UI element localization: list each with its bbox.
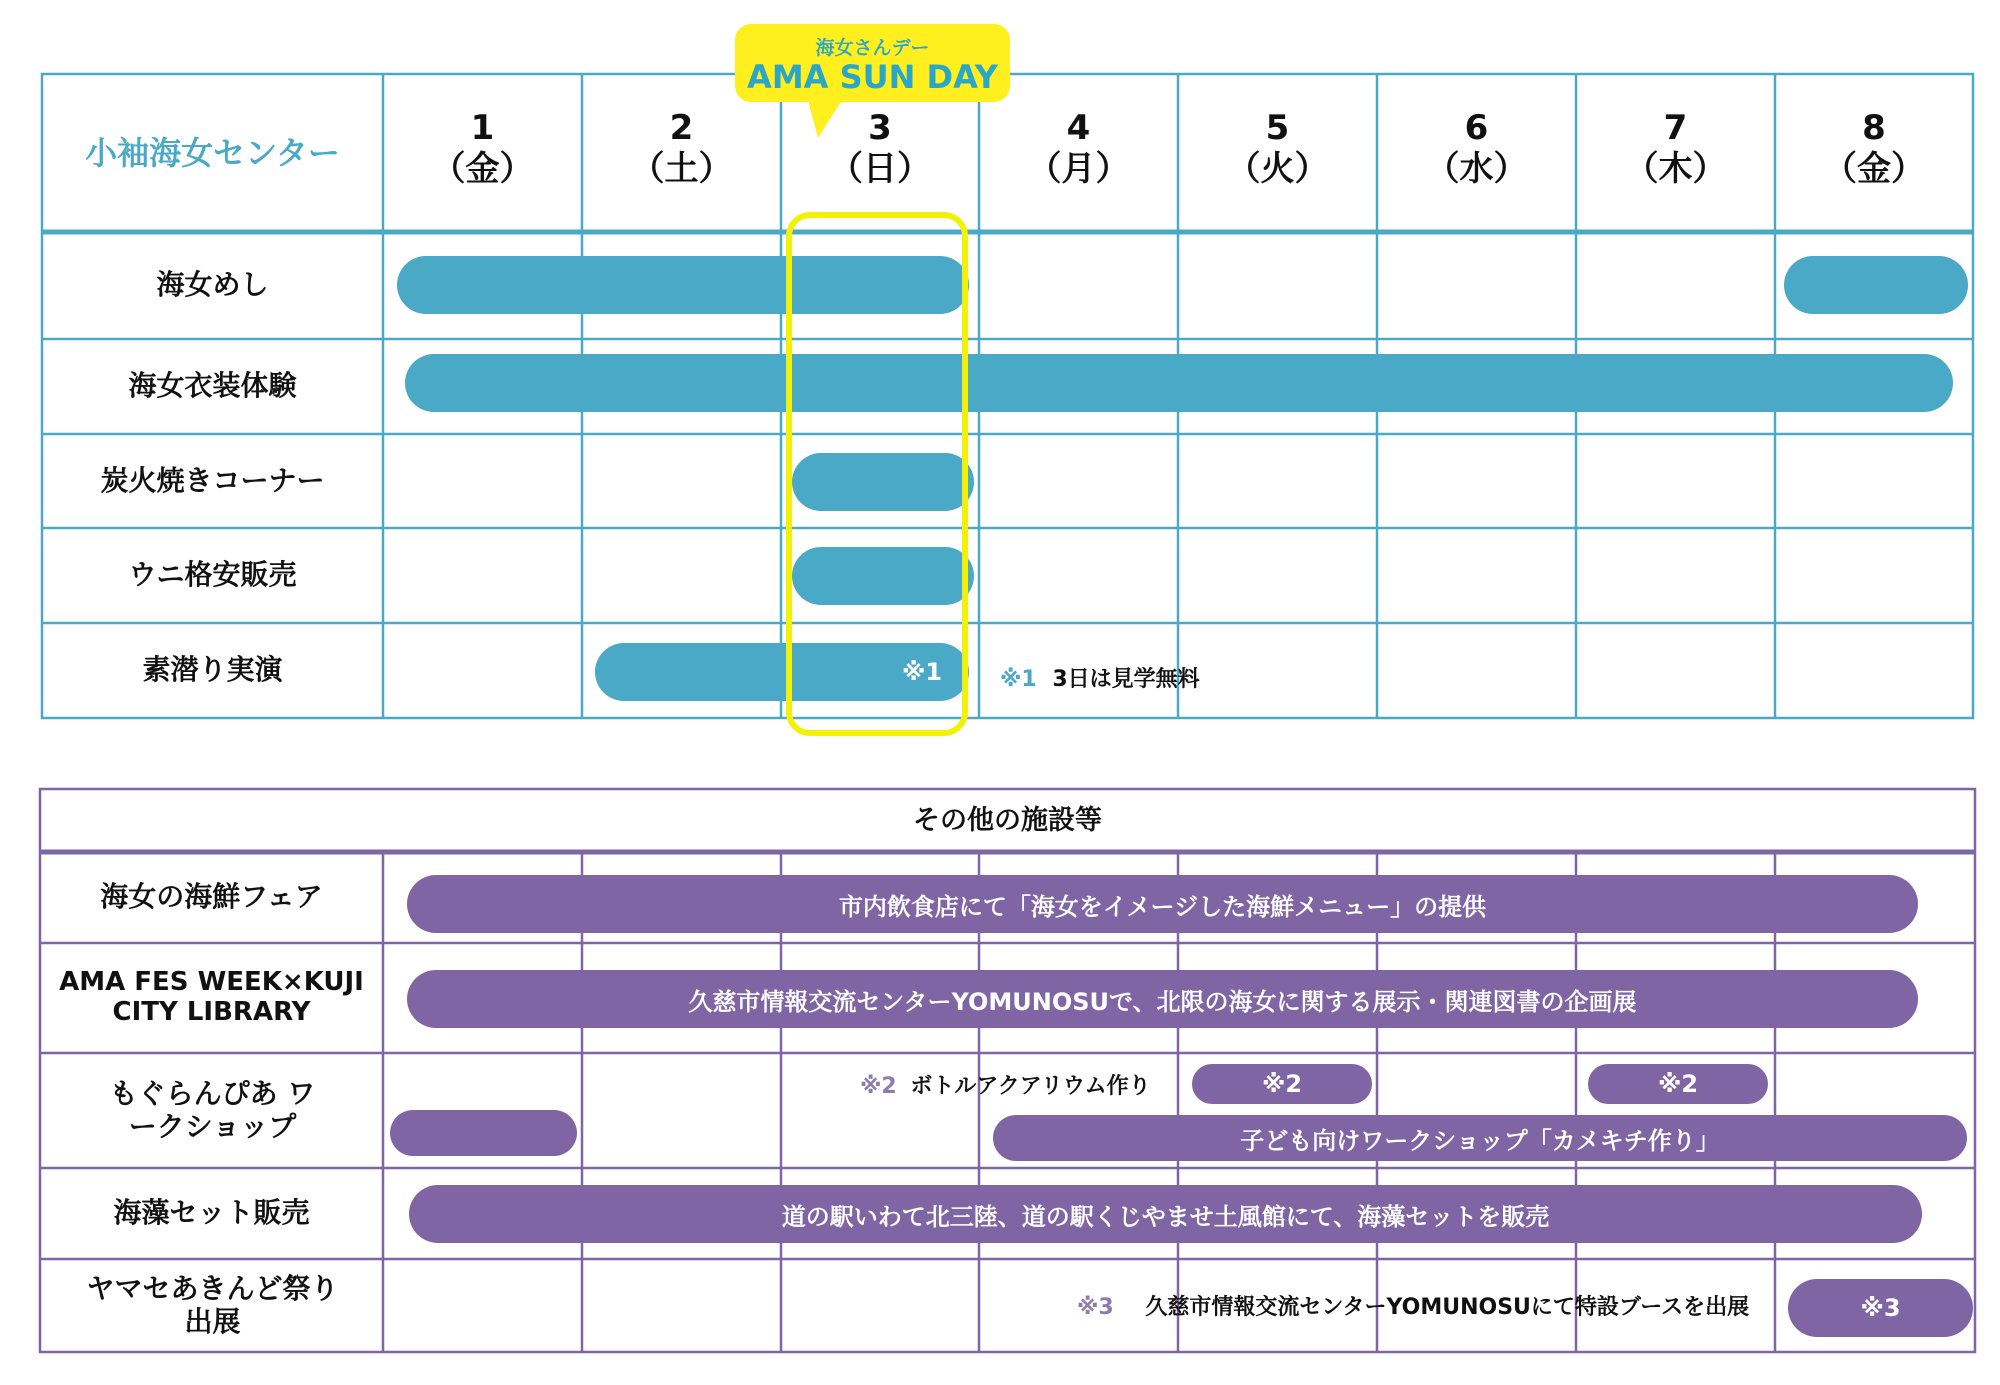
row-label-yamase-festival: ヤマセあきんど祭り 出展	[86, 1272, 339, 1338]
row-label-sea-urchin: ウニ格安販売	[128, 558, 297, 592]
bar-library-exhibit: 久慈市情報交流センターYOMUNOSUで、北限の海女に関する展示・関連図書の企画展	[407, 970, 1918, 1028]
day-header-7: 7 （木）	[1624, 108, 1727, 189]
bar-festival-day-8: ※3	[1788, 1279, 1973, 1337]
day-header-2: 2 （土）	[630, 108, 733, 189]
bar-ama-meshi-day-8	[1784, 256, 1968, 314]
callout-title: AMA SUN DAY	[747, 58, 998, 96]
day-header-1: 1 （金）	[431, 108, 534, 189]
note-1: ※1 3日は見学無料	[1000, 667, 1200, 692]
row-label-mogurampia-workshop: もぐらんぴあ ワークショップ	[109, 1077, 316, 1143]
note-2: ※2 ボトルアクアリウム作り	[860, 1074, 1151, 1099]
row-label-ama-meshi: 海女めし	[156, 268, 269, 302]
row-label-seafood-fair: 海女の海鮮フェア	[100, 880, 323, 914]
day-header-8: 8 （金）	[1823, 108, 1925, 189]
row-label-library: AMA FES WEEK×KUJI CITY LIBRARY	[59, 967, 364, 1027]
bar-seafood-fair: 市内飲食店にて「海女をイメージした海鮮メニュー」の提供	[407, 875, 1918, 933]
day-header-4: 4 （月）	[1027, 108, 1130, 189]
ama-sun-day-highlight	[786, 212, 968, 736]
bar-kamekichi-workshop: 子ども向けワークショップ「カメキチ作り」	[993, 1115, 1967, 1161]
bar-diving-demo-days-2-3: ※1	[595, 643, 969, 701]
bar-workshop-day-1	[390, 1110, 577, 1156]
bar-seaweed-set: 道の駅いわて北三陸、道の駅くじやませ土風館にて、海藻セットを販売	[409, 1185, 1922, 1243]
note-3: ※3 久慈市情報交流センターYOMUNOSUにて特設ブースを出展	[1077, 1295, 1750, 1320]
row-label-charcoal-grill: 炭火焼きコーナー	[100, 463, 325, 497]
bar-bottle-aquarium-day-7: ※2	[1588, 1064, 1768, 1104]
row-label-seaweed-set: 海藻セット販売	[113, 1196, 310, 1230]
bar-bottle-aquarium-day-5: ※2	[1192, 1064, 1372, 1104]
facility-title: 小袖海女センター	[85, 133, 340, 172]
other-facilities-title: その他の施設等	[913, 804, 1102, 836]
day-header-6: 6 （水）	[1425, 108, 1528, 189]
ama-sun-day-callout	[735, 24, 1010, 102]
row-label-diving-demo: 素潜り実演	[142, 653, 283, 687]
day-header-3: 3 （日）	[829, 108, 931, 189]
row-label-costume: 海女衣装体験	[128, 369, 297, 403]
bar-costume-days-1-8	[405, 354, 1953, 412]
day-header-5: 5 （火）	[1226, 108, 1329, 189]
callout-subtitle: 海女さんデー	[815, 37, 930, 59]
